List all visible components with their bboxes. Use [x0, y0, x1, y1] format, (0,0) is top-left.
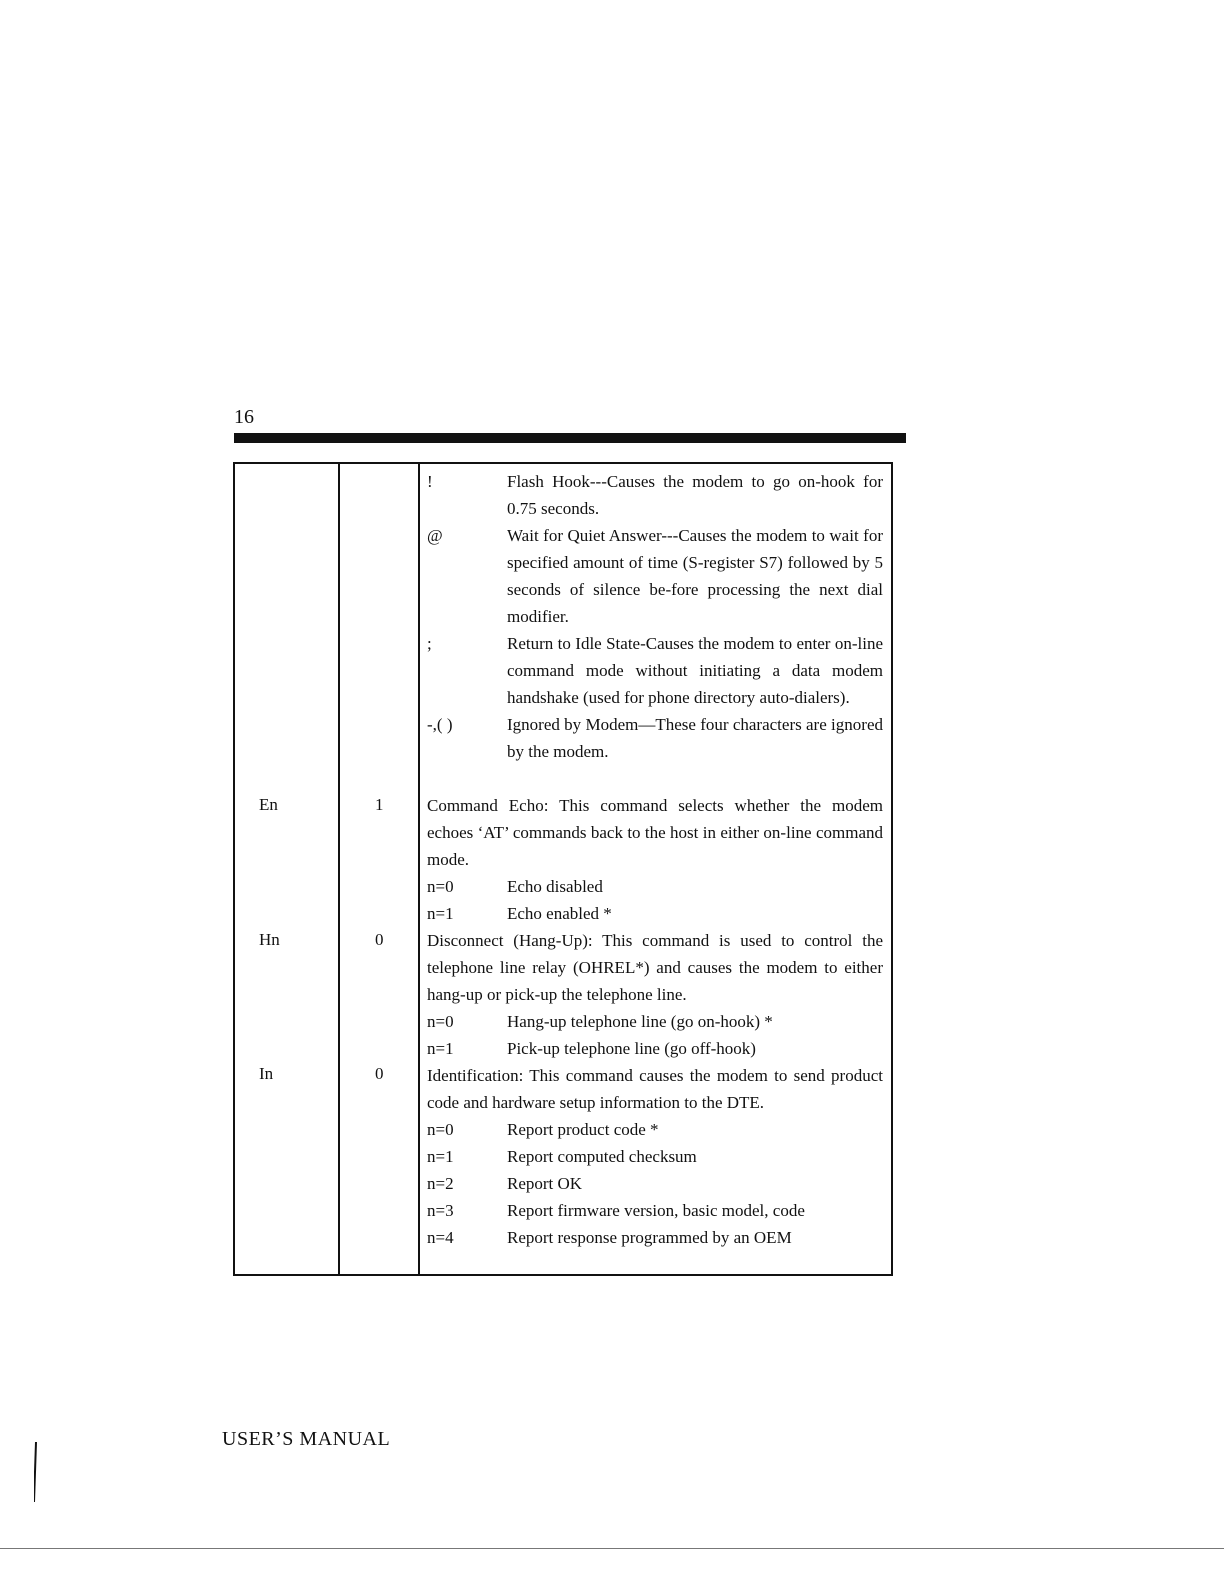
option-row: [427, 1197, 883, 1224]
description-text: Identification: This command causes the modem to send product code and hardware setup information to the DTE.: [427, 1066, 883, 1112]
footer-title: USER’S MANUAL: [222, 1428, 391, 1450]
option-key: n=1: [427, 1039, 454, 1058]
option-key: n=0: [427, 877, 454, 896]
option-value: Report firmware version, basic model, code: [507, 1201, 805, 1220]
option-value: Report OK: [507, 1174, 583, 1193]
default-hn: 0: [375, 930, 384, 949]
description-in: [427, 1062, 883, 1251]
modifier-symbol: @: [427, 526, 443, 545]
option-key: n=0: [427, 1120, 454, 1139]
command-in: In: [259, 1064, 274, 1083]
modifier-symbol: -,( ): [427, 715, 453, 734]
option-value: Pick-up telephone line (go off-hook): [507, 1039, 756, 1058]
option-key: n=3: [427, 1201, 454, 1220]
option-value: Report product code *: [507, 1120, 659, 1139]
option-row: [427, 900, 883, 927]
option-row: [427, 1116, 883, 1143]
option-key: n=1: [427, 1147, 454, 1166]
modifier-text: Ignored by Modem—These four characters are ignored by the modem.: [507, 715, 883, 761]
option-value: Report computed checksum: [507, 1147, 697, 1166]
description-text: Disconnect (Hang-Up): This command is used to control the telephone line relay (OHREL*) and causes the modem to either hang-up or pick-up the telephone line.: [427, 931, 883, 1004]
description-text: Command Echo: This command selects whether the modem echoes ‘AT’ commands back to the host in either on-line command mode.: [427, 796, 883, 869]
option-row: [427, 1224, 883, 1251]
modifier-row: [427, 630, 883, 711]
option-value: Echo disabled: [507, 877, 603, 896]
option-key: n=1: [427, 904, 454, 923]
option-row: [427, 1143, 883, 1170]
option-value: Hang-up telephone line (go on-hook) *: [507, 1012, 773, 1031]
header-rule: [234, 433, 906, 443]
option-key: n=2: [427, 1174, 454, 1193]
default-in: 0: [375, 1064, 384, 1083]
option-row: [427, 1170, 883, 1197]
option-row: [427, 1008, 883, 1035]
command-table: [233, 462, 893, 1276]
modifier-text: Flash Hook---Causes the modem to go on-hook for 0.75 seconds.: [507, 472, 883, 518]
option-value: Echo enabled *: [507, 904, 612, 923]
option-value: Report response programmed by an OEM: [507, 1228, 792, 1247]
pen-mark-icon: [34, 1442, 37, 1502]
modifier-text: Return to Idle State-Causes the modem to enter on-line command mode without initiating a data modem handshake (used for phone directory auto-dialers).: [507, 634, 883, 707]
option-row: [427, 873, 883, 900]
modifier-text: Wait for Quiet Answer---Causes the modem to wait for specified amount of time (S-register S7) followed by 5 seconds of silence be-fore processing the next dial modifier.: [507, 526, 883, 626]
option-row: [427, 1035, 883, 1062]
option-key: n=0: [427, 1012, 454, 1031]
description-hn: [427, 927, 883, 1062]
dial-modifier-list: [427, 468, 883, 765]
command-en: En: [259, 795, 278, 814]
column-divider: [338, 464, 340, 1274]
column-divider: [418, 464, 420, 1274]
description-en: [427, 792, 883, 927]
modifier-symbol: !: [427, 472, 433, 491]
modifier-row: [427, 468, 883, 522]
default-en: 1: [375, 795, 384, 814]
modifier-row: [427, 711, 883, 765]
option-key: n=4: [427, 1228, 454, 1247]
command-hn: Hn: [259, 930, 280, 949]
modifier-symbol: ;: [427, 634, 432, 653]
page-number: 16: [234, 406, 254, 428]
modifier-row: [427, 522, 883, 630]
scan-edge-line: [0, 1548, 1224, 1549]
